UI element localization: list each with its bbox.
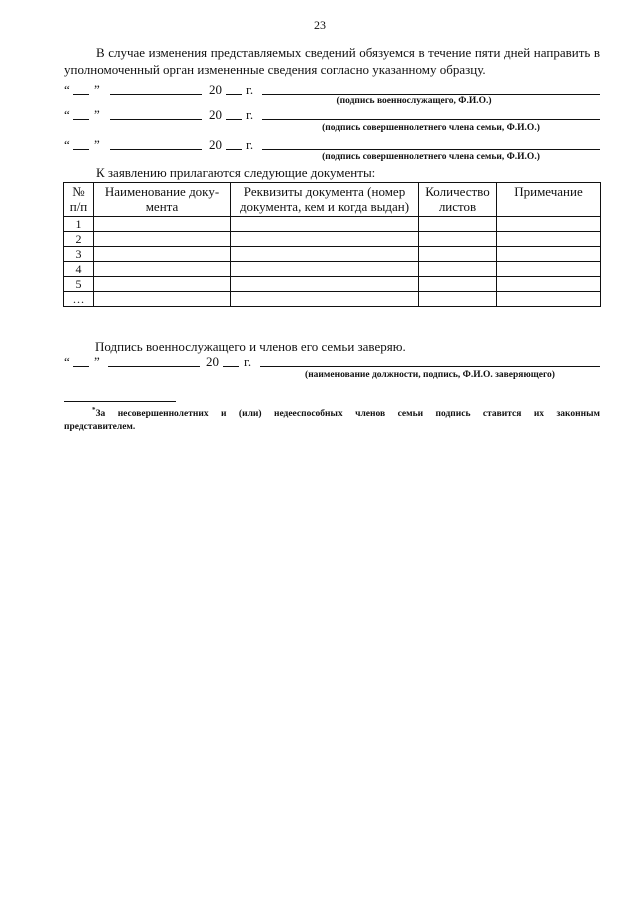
note-cell xyxy=(497,262,601,277)
row-number: 4 xyxy=(64,262,94,277)
column-header-document-name: Наименование доку- мента xyxy=(94,183,231,217)
year-blank xyxy=(226,94,242,95)
open-quote: “ xyxy=(64,137,70,152)
year-prefix: 20 xyxy=(209,137,222,152)
sheet-count-cell xyxy=(419,217,497,232)
footnote-text: За несовершеннолетних и (или) недееспособных членов семьи подпись ставится их законным представителем. xyxy=(64,409,600,433)
row-number: 5 xyxy=(64,277,94,292)
footnote xyxy=(64,404,600,434)
day-blank xyxy=(73,119,89,120)
table-row xyxy=(64,247,601,262)
row-number: … xyxy=(64,292,94,307)
sheet-count-cell xyxy=(419,262,497,277)
row-number: 2 xyxy=(64,232,94,247)
year-blank xyxy=(226,119,242,120)
column-header-note: Примечание xyxy=(497,183,601,217)
close-quote: ” xyxy=(94,137,100,152)
sheet-count-cell xyxy=(419,232,497,247)
month-blank xyxy=(110,119,202,120)
day-blank xyxy=(73,94,89,95)
note-cell xyxy=(497,217,601,232)
documents-table xyxy=(63,182,601,307)
open-quote: “ xyxy=(64,354,70,369)
certification-caption: (наименование должности, подпись, Ф.И.О. заверяющего) xyxy=(305,370,555,380)
year-prefix: 20 xyxy=(209,82,222,97)
signature-blank xyxy=(260,366,600,367)
table-row xyxy=(64,262,601,277)
open-quote: “ xyxy=(64,82,70,97)
table-row xyxy=(64,292,601,307)
column-header-document-details: Реквизиты документа (номер документа, кем и когда выдан) xyxy=(231,183,419,217)
column-header-number: № п/п xyxy=(64,183,94,217)
row-number: 3 xyxy=(64,247,94,262)
certification-signature-row xyxy=(64,354,600,370)
table-row xyxy=(64,277,601,292)
close-quote: ” xyxy=(94,82,100,97)
table-row xyxy=(64,232,601,247)
document-details-cell xyxy=(231,277,419,292)
note-cell xyxy=(497,292,601,307)
document-details-cell xyxy=(231,247,419,262)
close-quote: ” xyxy=(94,354,100,369)
month-blank xyxy=(110,94,202,95)
sheet-count-cell xyxy=(419,277,497,292)
year-prefix: 20 xyxy=(206,354,219,369)
day-blank xyxy=(73,366,89,367)
document-name-cell xyxy=(94,262,231,277)
document-name-cell xyxy=(94,277,231,292)
document-name-cell xyxy=(94,292,231,307)
sheet-count-cell xyxy=(419,247,497,262)
month-blank xyxy=(110,149,202,150)
year-blank xyxy=(226,149,242,150)
year-suffix: г. xyxy=(244,354,252,369)
document-name-cell xyxy=(94,232,231,247)
row-number: 1 xyxy=(64,217,94,232)
footnote-divider xyxy=(64,401,176,402)
footnote-marker: * xyxy=(92,406,96,414)
year-suffix: г. xyxy=(246,82,254,97)
year-prefix: 20 xyxy=(209,107,222,122)
certification-text: Подпись военнослужащего и членов его семьи заверяю. xyxy=(95,339,406,354)
note-cell xyxy=(497,247,601,262)
close-quote: ” xyxy=(94,107,100,122)
table-row xyxy=(64,217,601,232)
note-cell xyxy=(497,277,601,292)
month-blank xyxy=(108,366,200,367)
signature-row-3 xyxy=(64,137,600,153)
signature-blank xyxy=(262,149,600,150)
signature-blank xyxy=(262,119,600,120)
attachments-heading: К заявлению прилагаются следующие документы: xyxy=(96,165,376,180)
open-quote: “ xyxy=(64,107,70,122)
note-cell xyxy=(497,232,601,247)
document-name-cell xyxy=(94,247,231,262)
year-suffix: г. xyxy=(246,137,254,152)
day-blank xyxy=(73,149,89,150)
signature-row-2 xyxy=(64,107,600,123)
document-details-cell xyxy=(231,232,419,247)
column-header-sheet-count: Количество листов xyxy=(419,183,497,217)
document-details-cell xyxy=(231,292,419,307)
year-blank xyxy=(223,366,239,367)
table-header-row xyxy=(64,183,601,217)
signature-caption-3: (подпись совершеннолетнего члена семьи, Ф.И.О.) xyxy=(322,152,540,162)
page-number: 23 xyxy=(314,18,326,32)
signature-caption-2: (подпись совершеннолетнего члена семьи, Ф.И.О.) xyxy=(322,123,540,133)
document-details-cell xyxy=(231,262,419,277)
year-suffix: г. xyxy=(246,107,254,122)
intro-paragraph: В случае изменения представляемых сведений обязуемся в течение пяти дней направить в уполномоченный орган измененные сведения согласно указанному образцу. xyxy=(64,45,600,77)
signature-caption-1: (подпись военнослужащего, Ф.И.О.) xyxy=(336,96,492,106)
sheet-count-cell xyxy=(419,292,497,307)
document-details-cell xyxy=(231,217,419,232)
signature-blank xyxy=(262,94,600,95)
document-name-cell xyxy=(94,217,231,232)
